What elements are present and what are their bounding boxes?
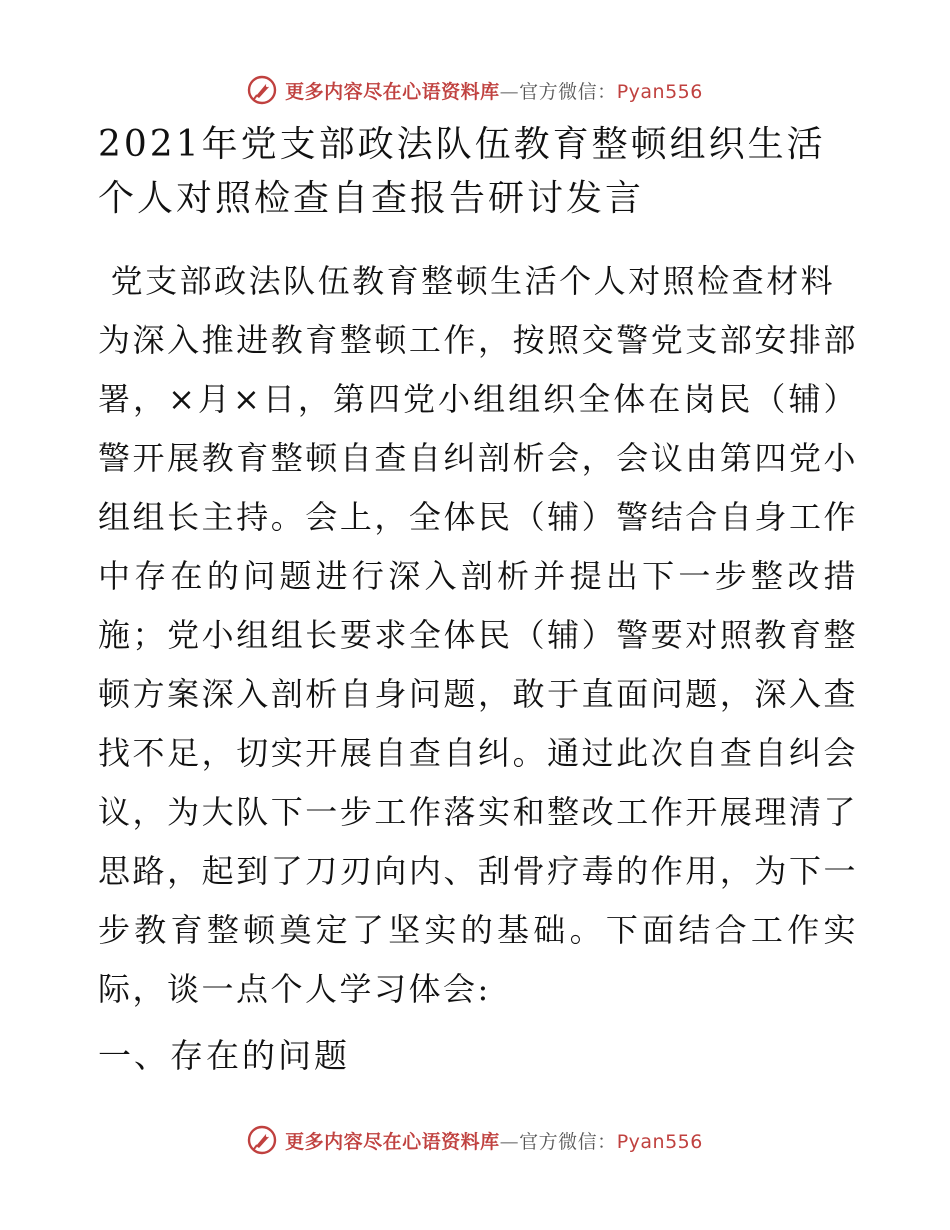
- footer-watermark: [0, 1120, 950, 1160]
- section-heading: 一、存在的问题: [98, 1036, 350, 1075]
- pen-nib-logo-icon: [247, 1125, 277, 1155]
- pen-nib-logo-icon: [247, 75, 277, 105]
- watermark-site-text: 更多内容尽在心语资料库: [285, 1130, 500, 1153]
- lead-line-text: 党支部政法队伍教育整顿生活个人对照检查材料: [110, 262, 836, 300]
- document-title: 2021年党支部政法队伍教育整顿组织生活个人对照检查自查报告研讨发言: [98, 124, 826, 219]
- header-watermark: [0, 70, 950, 110]
- document-body: [98, 252, 858, 1019]
- lead-line: [98, 252, 858, 311]
- watermark-wechat-label: 官方微信：: [519, 80, 617, 103]
- watermark-wechat-label: 官方微信：: [519, 1130, 617, 1153]
- watermark-wechat-id: Pyan556: [616, 80, 703, 103]
- watermark-site-text: 更多内容尽在心语资料库: [285, 80, 500, 103]
- watermark-wechat-id: Pyan556: [616, 1130, 703, 1153]
- watermark-separator: —: [499, 80, 520, 103]
- body-paragraph: 为深入推进教育整顿工作，按照交警党支部安排部署，×月×日，第四党小组组织全体在岗民（辅）警开展教育整顿自查自纠剖析会，会议由第四党小组组长主持。会上，全体民（辅）警结合自身工作中存在的问题进行深入剖析并提出下一步整改措施；党小组组长要求全体民（辅）警要对照教育整顿方案深入剖析自身问题，敢于直面问题，深入查找不足，切实开展自查自纠。通过此次自查自纠会议，为大队下一步工作落实和整改工作开展理清了思路，起到了刀刃向内、刮骨疗毒的作用，为下一步教育整顿奠定了坚实的基础。下面结合工作实际，谈一点个人学习体会:: [98, 321, 858, 1008]
- watermark-separator: —: [499, 1130, 520, 1153]
